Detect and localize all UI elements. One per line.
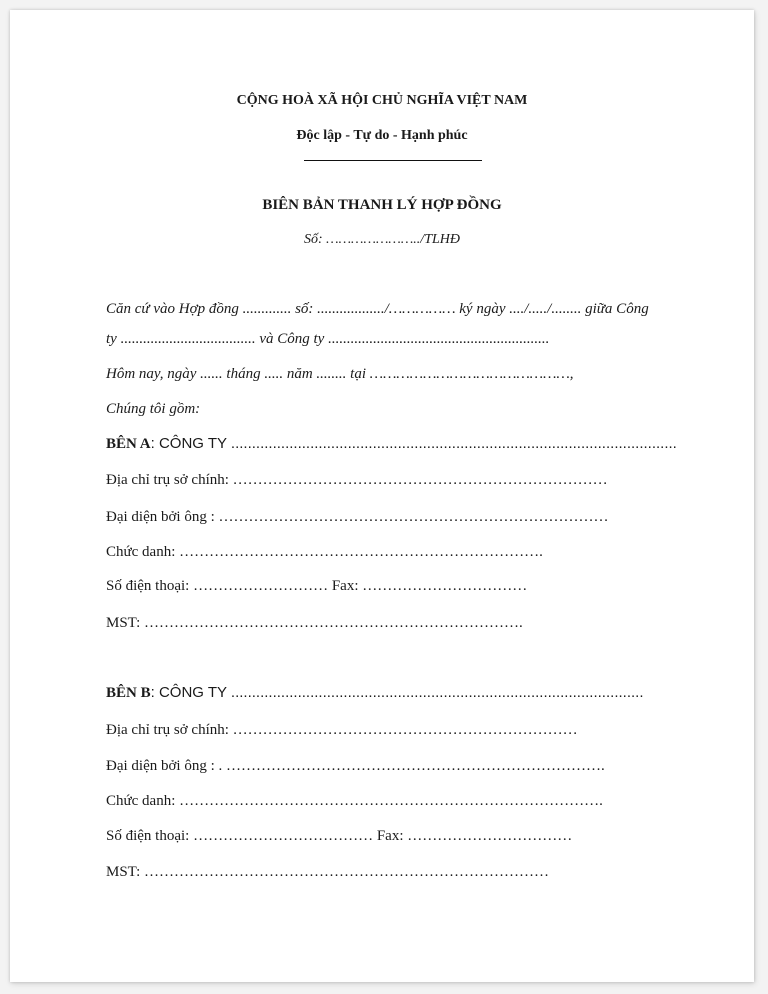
party-b-position: Chức danh: …………………………………………………………………………. <box>106 793 603 809</box>
party-b-heading <box>106 684 644 702</box>
party-a-heading <box>106 435 677 453</box>
preamble-line-3: Hôm nay, ngày ...... tháng ..... năm ........ tại ………………………………………, <box>106 366 574 382</box>
document-title: BIÊN BẢN THANH LÝ HỢP ĐỒNG <box>262 197 502 213</box>
party-a-position: Chức danh: ………………………………………………………………. <box>106 544 543 560</box>
party-b-company: : CÔNG TY ................................................................................................... <box>150 684 644 701</box>
country-header: CỘNG HOÀ XÃ HỘI CHỦ NGHĨA VIỆT NAM <box>236 93 528 108</box>
party-a-representative: Đại diện bởi ông : …………………………………………………………………… <box>106 509 609 525</box>
preamble-line-1: Căn cứ vào Hợp đồng ............. số: ................../…………… ký ngày ..../...../........ giữa Công <box>106 301 649 317</box>
party-b-address: Địa chỉ trụ sở chính: …………………………………………………………… <box>106 722 578 738</box>
party-a-company: : CÔNG TY ........................................................................................................... <box>150 435 677 452</box>
party-b-phone-fax: Số điện thoại: ……………………………… Fax: …………………………… <box>106 828 573 844</box>
party-b-representative: Đại diện bởi ông : . …………………………………………………………………. <box>106 758 605 774</box>
party-a-address: Địa chỉ trụ sở chính: ………………………………………………………………… <box>106 472 608 488</box>
preamble-line-2: ty .................................... và Công ty ........................................................... <box>106 331 550 347</box>
preamble-line-4: Chúng tôi gồm: <box>106 401 201 417</box>
motto: Độc lập - Tự do - Hạnh phúc <box>296 128 468 143</box>
document-page <box>10 10 754 982</box>
party-a-phone-fax: Số điện thoại: ……………………… Fax: …………………………… <box>106 578 528 594</box>
header-divider <box>304 160 482 161</box>
party-b-label: BÊN B <box>106 685 151 701</box>
party-a-tax-code: MST: …………………………………………………………………. <box>106 615 523 631</box>
party-b-tax-code: MST: ……………………………………………………………………… <box>106 864 550 880</box>
document-number: Số: …………………../TLHĐ <box>304 232 460 247</box>
party-a-label: BÊN A <box>106 436 151 452</box>
